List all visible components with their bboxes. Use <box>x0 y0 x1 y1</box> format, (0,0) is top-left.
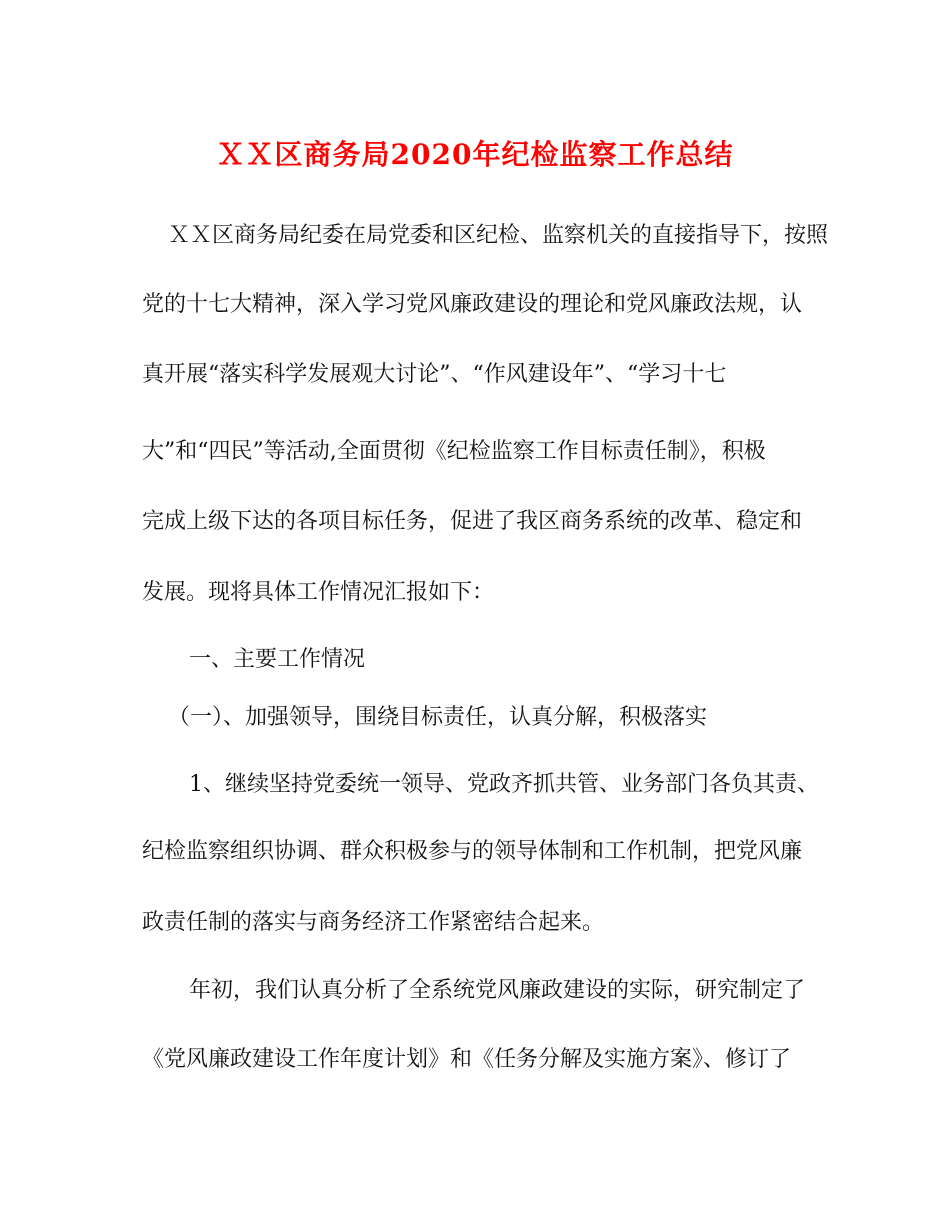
paragraph-line: ＸＸ区商务局纪委在局党委和区纪检、监察机关的直接指导下，按照 <box>168 223 829 248</box>
paragraph-line: 年初，我们认真分析了全系统党风廉政建设的实际，研究制定了 <box>189 978 806 1003</box>
paragraph-line: 纪检监察组织协调、群众积极参与的领导体制和工作机制，把党风廉 <box>142 839 803 864</box>
section-heading: 一、主要工作情况 <box>189 647 366 672</box>
subsection-heading: （一）、加强领导，围绕目标责任，认真分解，积极落实 <box>168 705 708 730</box>
paragraph-line: 党的十七大精神，深入学习党风廉政建设的理论和党风廉政法规，认 <box>142 292 803 317</box>
paragraph-line: 《党风廉政建设工作年度计划》和《任务分解及实施方案》、修订了 <box>142 1047 792 1072</box>
paragraph-line: 1、继续坚持党委统一领导、党政齐抓共管、业务部门各负其责、 <box>189 772 819 797</box>
paragraph-line: 政责任制的落实与商务经济工作紧密结合起来。 <box>142 910 605 935</box>
document-title: ＸＸ区商务局2020年纪检监察工作总结 <box>216 138 734 171</box>
paragraph-line: 真开展“落实科学发展观大讨论”、“作风建设年”、“学习十七 <box>142 362 727 387</box>
paragraph-line: 发展。现将具体工作情况汇报如下： <box>142 580 495 605</box>
paragraph-line: 大”和“四民”等活动,全面贯彻《纪检监察工作目标责任制》，积极 <box>142 439 766 464</box>
paragraph-line: 完成上级下达的各项目标任务，促进了我区商务系统的改革、稳定和 <box>142 509 803 534</box>
